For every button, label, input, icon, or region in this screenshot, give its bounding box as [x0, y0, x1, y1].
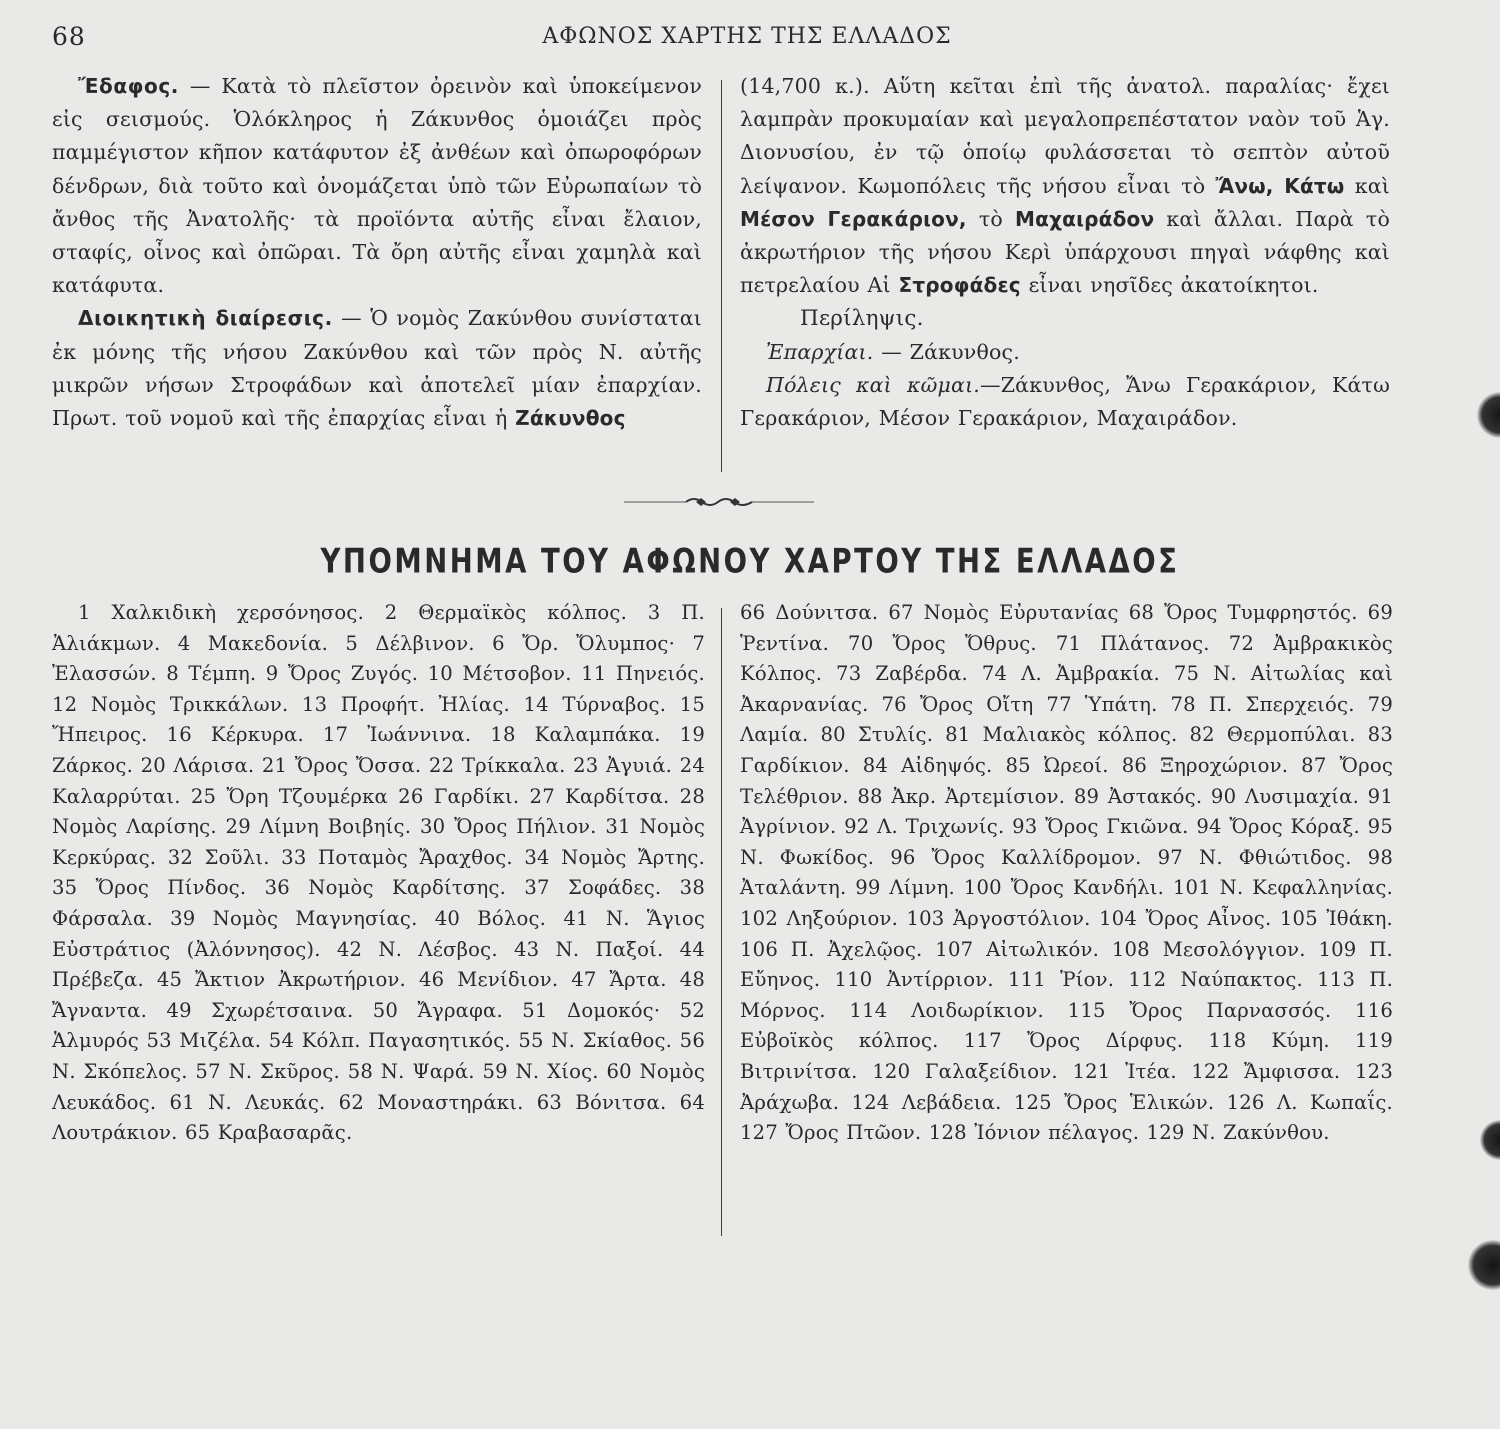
- running-title: ΑΦΩΝΟΣ ΧΑΡΤΗΣ ΤΗΣ ΕΛΛΑΔΟΣ: [542, 24, 952, 49]
- left-column-text: [52, 70, 702, 435]
- zakynthos-paragraph: [740, 70, 1390, 302]
- term-strofades: Στροφάδες: [898, 273, 1021, 298]
- ink-stain: [1480, 1120, 1500, 1160]
- islets-text: εἶναι νησῖδες ἀκατοίκητοι.: [1020, 273, 1319, 298]
- summary-title: Περίληψις.: [800, 306, 924, 332]
- term-ano-kato: Ἄνω, Κάτω: [1215, 173, 1345, 198]
- towns-text: —Ζάκυνθος, Ἄνω Γερακάριον, Κάτω Γερακάριον, Μέσον Γερακάριον, Μαχαιράδον.: [740, 372, 1391, 431]
- oil-springs-text: καὶ ἄλλαι. Παρὰ τὸ ἀκρωτήριον τῆς νήσου Κερὶ ὑπάρχουσι πηγαὶ νάφθης καὶ πετρελαίου Αἱ: [740, 206, 1390, 298]
- right-column-text: [740, 70, 1390, 435]
- soil-heading: Ἔδαφος.: [78, 74, 179, 98]
- city-text: (14,700 κ.). Αὕτη κεῖται ἐπὶ τῆς ἀνατολ. παραλίας· ἔχει λαμπρὰν προκυμαίαν καὶ μεγαλοπρεπέστατον ναὸν τοῦ Ἁγ. Διονυσίου, ἐν τῷ ὁποίῳ φυλάσσεται τὸ σεπτὸν αὐτοῦ λείψανον. Κωμοπόλεις τῆς νήσου εἶναι τὸ: [740, 74, 1390, 198]
- provinces-label: Ἐπαρχίαι.: [766, 339, 874, 364]
- admin-paragraph: [52, 302, 702, 435]
- admin-text: — Ὁ νομὸς Ζακύνθου συνίσταται ἐκ μόνης τῆς νήσου Ζακύνθου καὶ τῶν πρὸς Ν. αὐτῆς μικρῶν νήσων Στροφάδων καὶ ἀποτελεῖ μίαν ἐπαρχίαν. Πρωτ. τοῦ νομοῦ καὶ τῆς ἐπαρχίας εἶναι ἡ: [52, 306, 702, 431]
- ornament-divider: [624, 490, 814, 514]
- page-header: [52, 22, 1442, 58]
- legend-right-column: [740, 598, 1393, 1149]
- term-meson-gerakarion: Μέσον Γερακάριον,: [740, 206, 967, 231]
- term-machairadon: Μαχαιράδον: [1015, 206, 1155, 231]
- soil-text: — Κατὰ τὸ πλεῖστον ὀρεινὸν καὶ ὑποκείμενον εἰς σεισμούς. Ὁλόκληρος ἡ Ζάκυνθος ὁμοιάζει πρὸς παμμέγιστον κῆπον κατάφυτον ἐξ ἀνθέων καὶ ὀπωροφόρων δένδρων, διὰ τοῦτο καὶ ὀνομάζεται ὑπὸ τῶν Εὐρωπαίων τὸ ἄνθος τῆς Ἀνατολῆς· τὰ προϊόντα αὐτῆς εἶναι ἔλαιον, σταφίς, οἶνος καὶ ὀπῶραι. Τὰ ὄρη αὐτῆς εἶναι χαμηλὰ καὶ κατάφυτα.: [52, 74, 702, 298]
- provinces-line: [740, 336, 1390, 369]
- towns-label: Πόλεις καὶ κῶμαι.: [766, 372, 981, 397]
- conj-kai: καὶ: [1344, 173, 1390, 198]
- column-divider-top: [721, 80, 722, 472]
- legend-title: ΥΠΟΜΝΗΜΑ ΤΟΥ ΑΦΩΝΟΥ ΧΑΡΤΟΥ ΤΗΣ ΕΛΛΑΔΟΣ: [320, 542, 1180, 582]
- legend-left-text: 1 Χαλκιδικὴ χερσόνησος. 2 Θερμαϊκὸς κόλπος. 3 Π. Ἁλιάκμων. 4 Μακεδονία. 5 Δέλβινον. 6 Ὄρ. Ὄλυμπος· 7 Ἐλασσών. 8 Τέμπη. 9 Ὄρος Ζυγός. 10 Μέτσοβον. 11 Πηνειός. 12 Νομὸς Τρικκάλων. 13 Προφήτ. Ἠλίας. 14 Τύρναβος. 15 Ἤπειρος. 16 Κέρκυρα. 17 Ἰωάννινα. 18 Καλαμπάκα. 19 Ζάρκος. 20 Λάρισα. 21 Ὄρος Ὄσσα. 22 Τρίκκαλα. 23 Ἀγυιά. 24 Καλαρρύται. 25 Ὄρη Τζουμέρκα 26 Γαρδίκι. 27 Καρδίτσα. 28 Νομὸς Λαρίσης. 29 Λίμνη Βοιβηίς. 30 Ὄρος Πήλιον. 31 Νομὸς Κερκύρας. 32 Σοῦλι. 33 Ποταμὸς Ἄραχθος. 34 Νομὸς Ἄρτης. 35 Ὄρος Πίνδος. 36 Νομὸς Καρδίτσης. 37 Σοφάδες. 38 Φάρσαλα. 39 Νομὸς Μαγνησίας. 40 Βόλος. 41 Ν. Ἅγιος Εὐστράτιος (Ἀλόννησος). 42 Ν. Λέσβος. 43 Ν. Παξοί. 44 Πρέβεζα. 45 Ἄκτιον Ἀκρωτήριον. 46 Μενίδιον. 47 Ἄρτα. 48 Ἄγναντα. 49 Σχωρέτσαινα. 50 Ἄγραφα. 51 Δομοκός· 52 Ἁλμυρός 53 Μιζέλα. 54 Κόλπ. Παγασητικός. 55 Ν. Σκίαθος. 56 Ν. Σκόπελος. 57 Ν. Σκῦρος. 58 Ν. Ψαρά. 59 Ν. Χίος. 60 Νομὸς Λευκάδος. 61 Ν. Λευκάς. 62 Μοναστηράκι. 63 Βόνιτσα. 64 Λουτράκιον. 65 Κραβασαρᾶς.: [52, 601, 705, 1145]
- admin-capital: Ζάκυνθος: [515, 406, 626, 431]
- provinces-text: — Ζάκυνθος.: [873, 339, 1020, 364]
- ink-stain: [1477, 392, 1500, 438]
- admin-heading: Διοικητικὴ διαίρεσις.: [78, 306, 333, 331]
- soil-paragraph: [52, 70, 702, 302]
- page-number: 68: [52, 22, 86, 51]
- legend-left-column: [52, 598, 705, 1149]
- legend-right-text: 66 Δούνιτσα. 67 Νομὸς Εὐρυτανίας 68 Ὄρος Τυμφρηστός. 69 Ῥεντίνα. 70 Ὄρος Ὄθρυς. 71 Πλάτανος. 72 Ἀμβρακικὸς Κόλπος. 73 Ζαβέρδα. 74 Λ. Ἀμβρακία. 75 Ν. Αἰτωλίας καὶ Ἀκαρνανίας. 76 Ὄρος Οἴτη 77 Ὑπάτη. 78 Π. Σπερχειός. 79 Λαμία. 80 Στυλίς. 81 Μαλιακὸς κόλπος. 82 Θερμοπύλαι. 83 Γαρδίκιον. 84 Αἰδηψός. 85 Ὠρεοί. 86 Ξηροχώριον. 87 Ὄρος Τελέθριον. 88 Ἀκρ. Ἀρτεμίσιον. 89 Ἀστακός. 90 Λυσιμαχία. 91 Ἀγρίνιον. 92 Λ. Τριχωνίς. 93 Ὄρος Γκιῶνα. 94 Ὄρος Κόραξ. 95 Ν. Φωκίδος. 96 Ὄρος Καλλίδρομον. 97 Ν. Φθιώτιδος. 98 Ἀταλάντη. 99 Λίμνη. 100 Ὄρος Κανδήλι. 101 Ν. Κεφαλληνίας. 102 Ληξούριον. 103 Ἀργοστόλιον. 104 Ὄρος Αἶνος. 105 Ἰθάκη. 106 Π. Ἀχελῷος. 107 Αἰτωλικόν. 108 Μεσολόγγιον. 109 Π. Εὔηνος. 110 Ἀντίρριον. 111 Ῥίον. 112 Ναύπακτος. 113 Π. Μόρνος. 114 Λοιδωρίκιον. 115 Ὄρος Παρνασσός. 116 Εὐβοϊκὸς κόλπος. 117 Ὄρος Δίρφυς. 118 Κύμη. 119 Βιτρινίτσα. 120 Γαλαξείδιον. 121 Ἰτέα. 122 Ἄμφισσα. 123 Ἀράχωβα. 124 Λεβάδεια. 125 Ὄρος Ἑλικών. 126 Λ. Κωπαΐς. 127 Ὄρος Πτῶον. 128 Ἰόνιον πέλαγος. 129 Ν. Ζακύνθου.: [740, 601, 1393, 1145]
- column-divider-bottom: [721, 608, 722, 1236]
- ink-stain: [1468, 1240, 1500, 1290]
- article-to: τὸ: [966, 206, 1016, 231]
- towns-line: [740, 369, 1390, 435]
